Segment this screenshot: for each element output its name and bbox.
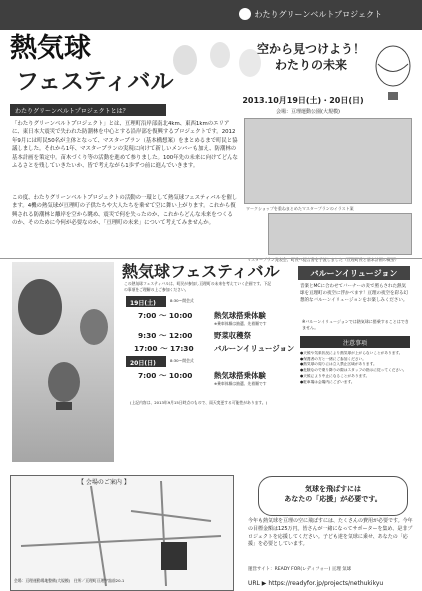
brand-name: わたりグリーンベルトプロジェクト [254,9,382,19]
hero-subtitle: フェスティバル [16,69,174,95]
schedule-footnote: (上記内容は、2013年9月15日時点のもので、雨天変更する可能性があります。) [130,400,268,405]
row4-event: 熱気球搭乗体験 [214,371,266,380]
section-heading: わたりグリーンベルトプロジェクトとは？ [10,104,166,116]
row1-note: ※乗車体験は抽選、先着順です [214,321,267,326]
row4-note: ※乗車体験は抽選、先着順です [214,381,267,386]
illumination-text: 音楽とMCに合わせてバーナーの炎で照らされた熱気球を亘理町の夜空に浮かべます！亘理の夜空を彩る幻想的なバルーンイリュージョンをお楽しみください。 [300,284,408,303]
map-venue-label: 会場：亘理運動場地整備(大規模) 住所／亘理町亘理字舘前20-1 [14,578,125,583]
map-title: 【 会場のご案内 】 [78,479,130,486]
leaf-icon [239,8,251,20]
event-date: 2013.10月19日(土)・20日(日) [242,96,364,105]
illumination-note: ※バルーンイリュージョンでは熱気球に搭乗することはできません。 [302,319,409,330]
balloons-photo [12,262,114,462]
support-text: 今年も熱気球を亘理の空に飛ばすには、たくさんの費用が必要です。今年の目標金額は125万円。皆さんが一緒になってサポーターを集め、是非プロジェクトを応援してください。子ども達を気球に乗せ、あなたの「応援」を必要としています。 [248,518,413,548]
row1-time: 7:00 〜 10:00 [138,311,193,320]
event-venue: 会場：亘理運動公園(大規模) [276,109,340,115]
day1-label: 19日(土) [126,296,166,307]
festival-note: この熱気球フェスティバルは、町民が参加し亘理町の未来を考えていく企画です。下記の事項をご理解の上ご参加ください。 [124,281,272,292]
presentation-photo [268,213,412,255]
row1-event: 熱気球搭乗体験 [214,311,266,320]
day2-opening: 8:30〜開会式 [170,358,194,363]
headline [246,42,376,73]
hero-title: 熱気球 [10,33,91,64]
row4-time: 7:00 〜 10:00 [138,371,193,380]
access-map [10,475,234,591]
row2-event: 野菜収穫祭 [214,331,251,340]
master-plan-photo [244,118,412,204]
attention-list [300,351,410,385]
attention-heading: 注意事項 [300,336,410,348]
attention-item: ●熱気球の周りには立入禁止区域があります。 [300,362,377,367]
support-reserve: 運営サイト：READY FOR(レディフォー) 亘理 気球 [248,567,352,572]
row2-time: 9:30 〜 12:00 [138,331,193,340]
attention-item: ●危険なので乗り降りの際はスタッフの指示に従ってください。 [300,368,407,373]
bubble-line1: 気球を飛ばすには [305,485,361,493]
photo-caption-2: マスタープラン発表会、町長へ提言書を手渡しました（亘理町長と基本計画の概要） [247,257,399,262]
headline-line2: わたりの未来 [274,57,347,72]
row3-event: バルーンイリュージョン [214,344,295,353]
about-paragraph-2: この度、わたりグリーンベルトプロジェクトの活動の一環として熱気球フェスティバルを催します。4機の熱気球が亘理町の子供たちや大人たちを乗せて空に舞い上がります。これから復興される防潮林と離岸を空から眺め、震災で何を失ったのか、これからどんな未来をつくるのか、そのために今何が必要なのか、「亘理町の未来」について考えてみませんか。 [12,195,238,227]
attention-item: ●天候により中止になることがあります。 [300,373,370,378]
row3-time: 17:00 〜 17:30 [134,344,194,353]
festival-title: 熱気球フェスティバル [122,262,280,281]
attention-item: ●保護者の方と一緒にご参加ください。 [300,356,366,361]
headline-line1: 空から見つけよう！ [256,42,365,56]
bubble-line2: あなたの「応援」が必要です。 [284,495,382,503]
support-bubble [258,476,408,516]
attention-item: ●駐車場は会場内にございます。 [300,379,355,384]
attention-item: ●天候や気象状況により熱気球が上がらないことがあります。 [300,351,403,355]
day2-label: 20日(日) [126,356,166,367]
day1-opening: 8:30〜開会式 [170,298,194,303]
brand-logo [239,8,382,20]
hot-air-balloon-icon [372,44,414,106]
support-url[interactable]: URL ▶ https://readyfor.jp/projects/nethukikyu [248,580,384,587]
photo-caption-1: ワークショップを重ねまとめたマスタープランのイラスト案 [246,206,354,211]
illumination-title: バルーンイリュージョン [298,266,410,280]
about-paragraph-1: 「わたりグリーンベルトプロジェクト」とは、亘理町沿岸部南北4km、東西1kmのエリアに、東日本大震災で失われた防潮林を中心とする沿岸部を復興するプロジェクトです。2012年9月には町民50名が主体となって、マスタープラン（基本構想案）をまとめるまで町民と協議しました。それから1年、マスタープランの実現に向けて新しいメンバーも加え、防潮林の基本計画を策定中。苗木づくり等の活動を進めて参りました。100年先の未来に向けてどんなふるさとを残していきたいか、皆で考えながら1歩ずつ前に進んでいきます。 [12,121,238,169]
